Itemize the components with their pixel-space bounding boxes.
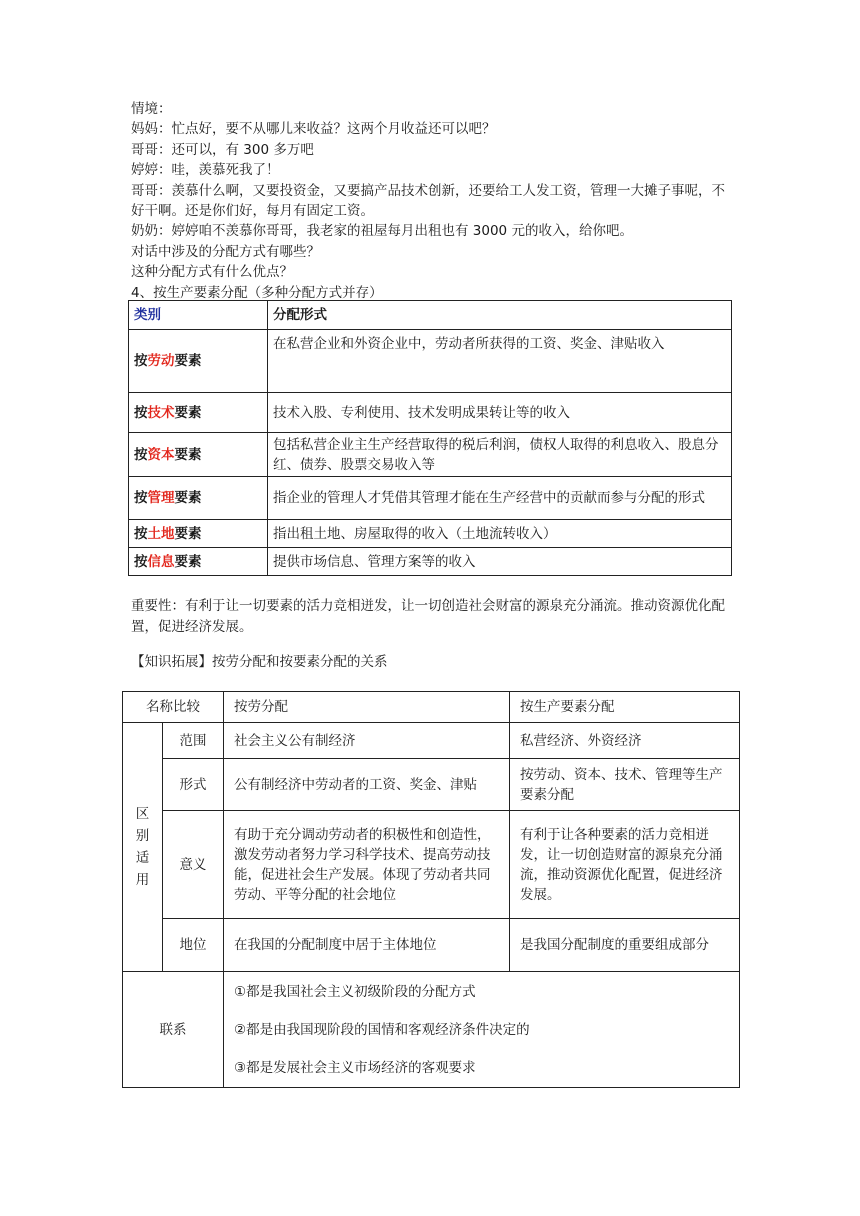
connection-label: 联系 bbox=[123, 972, 224, 1088]
table-cell-factor: 是我国分配制度的重要组成部分 bbox=[510, 919, 740, 972]
table-cell-labor: 在我国的分配制度中居于主体地位 bbox=[224, 919, 510, 972]
importance-note: 重要性：有利于让一切要素的活力竞相迸发，让一切创造社会财富的源泉充分涌流。推动资源优化配置，促进经济发展。 bbox=[131, 598, 725, 635]
dialogue-line: 婷婷：哇，羡慕死我了！ bbox=[131, 162, 280, 179]
connection-item: ②都是由我国现阶段的国情和客观经济条件决定的 bbox=[234, 1021, 530, 1038]
table-cell-factor: 按劳动、资本、技术、管理等生产要素分配 bbox=[510, 759, 740, 811]
connection-item: ③都是发展社会主义市场经济的客观要求 bbox=[234, 1059, 476, 1076]
table-row-aspect: 地位 bbox=[163, 919, 224, 972]
table-row-category: 按管理要素 bbox=[129, 477, 268, 520]
table-row-category: 按资本要素 bbox=[129, 433, 268, 477]
table-cell-labor: 有助于充分调动劳动者的积极性和创造性，激发劳动者努力学习科学技术、提高劳动技能，促进社会生产发展。体现了劳动者共同劳动、平等分配的社会地位 bbox=[224, 811, 510, 919]
table-row-desc: 技术入股、专利使用、技术发明成果转让等的收入 bbox=[268, 393, 732, 433]
section-heading: 4、按生产要素分配（多种分配方式并存） bbox=[131, 284, 383, 301]
dialogue-line: 哥哥：还可以，有 300 多万吧 bbox=[131, 141, 314, 158]
table-header-factor: 按生产要素分配 bbox=[510, 692, 740, 723]
table-header-category: 类别 bbox=[129, 301, 268, 330]
table-header-labor: 按劳分配 bbox=[224, 692, 510, 723]
connection-list bbox=[224, 972, 740, 1088]
table-row-desc: 指出租土地、房屋取得的收入（土地流转收入） bbox=[268, 520, 732, 548]
table-row-desc: 在私营企业和外资企业中，劳动者所获得的工资、奖金、津贴收入 bbox=[268, 330, 732, 393]
table-row-category: 按信息要素 bbox=[129, 548, 268, 576]
comparison-table bbox=[122, 691, 740, 1088]
table-row-category: 按技术要素 bbox=[129, 393, 268, 433]
dialogue-line: 奶奶：婷婷咱不羡慕你哥哥，我老家的祖屋每月出租也有 3000 元的收入，给你吧。 bbox=[131, 223, 633, 240]
table-cell-labor: 社会主义公有制经济 bbox=[224, 723, 510, 759]
dialogue-line: 哥哥：羡慕什么啊，又要投资金，又要搞产品技术创新，还要给工人发工资，管理一大摊子事呢，不好干啊。还是你们好，每月有固定工资。 bbox=[131, 182, 725, 219]
table-header-compare: 名称比较 bbox=[123, 692, 224, 723]
knowledge-extension-heading: 【知识拓展】按劳分配和按要素分配的关系 bbox=[131, 654, 388, 670]
table-row-desc: 包括私营企业主生产经营取得的税后利润，债权人取得的利息收入、股息分红、债券、股票交易收入等 bbox=[268, 433, 732, 477]
dialogue-block bbox=[131, 99, 731, 303]
table-cell-labor: 公有制经济中劳动者的工资、奖金、津贴 bbox=[224, 759, 510, 811]
question-line: 这种分配方式有什么优点？ bbox=[131, 264, 293, 281]
connection-item: ①都是我国社会主义初级阶段的分配方式 bbox=[234, 983, 476, 1000]
table-row-aspect: 形式 bbox=[163, 759, 224, 811]
table-row-category: 按劳动要素 bbox=[129, 330, 268, 393]
table-row-category: 按土地要素 bbox=[129, 520, 268, 548]
dialogue-line: 妈妈：忙点好，要不从哪儿来收益？这两个月收益还可以吧？ bbox=[131, 121, 496, 138]
question-line: 对话中涉及的分配方式有哪些？ bbox=[131, 243, 320, 260]
table-row-desc: 指企业的管理人才凭借其管理才能在生产经营中的贡献而参与分配的形式 bbox=[268, 477, 732, 520]
table-cell-factor: 私营经济、外资经济 bbox=[510, 723, 740, 759]
distribution-table bbox=[128, 300, 732, 576]
scenario-heading: 情境： bbox=[131, 101, 172, 117]
table-row-desc: 提供市场信息、管理方案等的收入 bbox=[268, 548, 732, 576]
table-header-form: 分配形式 bbox=[268, 301, 732, 330]
table-cell-factor: 有利于让各种要素的活力竞相迸发，让一切创造财富的源泉充分涌流，推动资源优化配置，促进经济发展。 bbox=[510, 811, 740, 919]
table-row-aspect: 意义 bbox=[163, 811, 224, 919]
difference-label: 区 别 适 用 bbox=[123, 723, 163, 972]
table-row-aspect: 范围 bbox=[163, 723, 224, 759]
